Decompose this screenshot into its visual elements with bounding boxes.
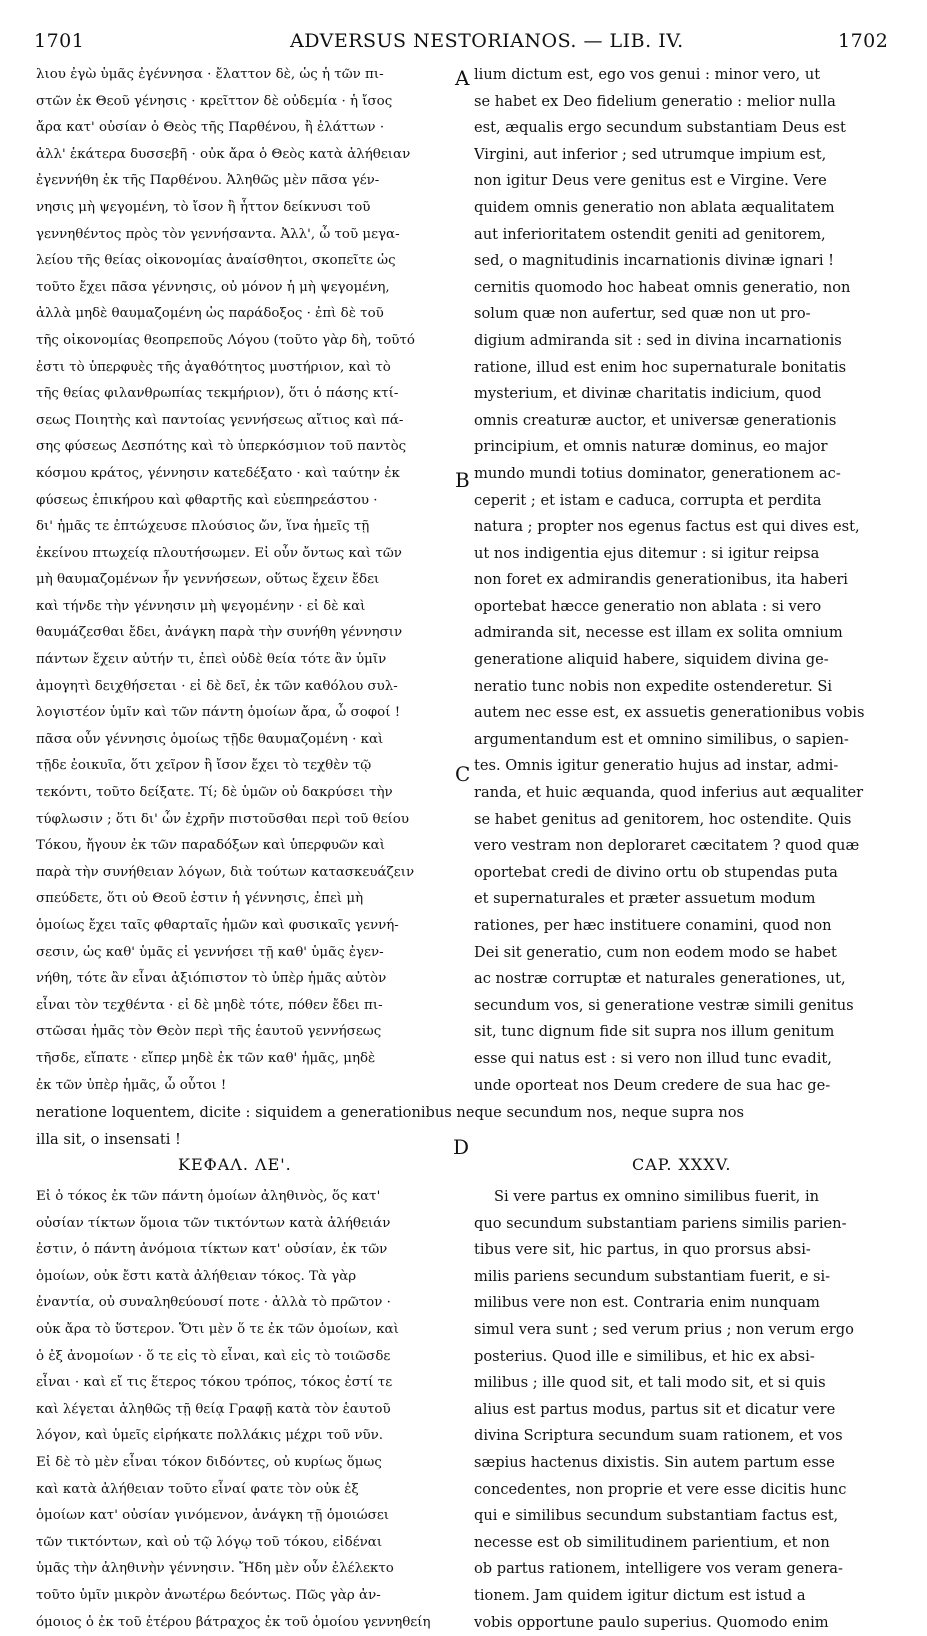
- latin-line: alius est partus modus, partus sit et dicatur vere: [474, 1397, 892, 1424]
- latin-line: posterius. Quod ille e similibus, et hic ex absi-: [474, 1344, 892, 1371]
- latin-line: oportebat credi de divino ortu ob stupendas puta: [474, 860, 892, 887]
- latin-line: divina Scriptura secundum suam rationem, et vos: [474, 1423, 892, 1450]
- latin-line: mysterium, et divinæ charitatis indicium, quod: [474, 381, 892, 408]
- greek-line: λογιστέον ὑμῖν καὶ τῶν πάντη ὁμοίων ἄρα, ὦ σοφοί !: [36, 700, 456, 727]
- latin-line: qui e similibus secundum substantiam factus est,: [474, 1503, 892, 1530]
- latin-line: quidem omnis generatio non ablata æqualitatem: [474, 195, 892, 222]
- greek-line: καὶ κατὰ ἀλήθειαν τοῦτο εἶναί φατε τὸν οὐκ ἐξ: [36, 1477, 456, 1504]
- greek-line: ὑμᾶς τὴν ἀληθινὴν γέννησιν. Ἤδη μὲν οὖν ἐλέλεκτο: [36, 1556, 456, 1583]
- latin-line: randa, et huic æquanda, quod inferius aut æqualiter: [474, 780, 892, 807]
- latin-line: se habet genitus ad genitorem, hoc ostendite. Quis: [474, 807, 892, 834]
- latin-line: tes. Omnis igitur generatio hujus ad instar, admi-: [474, 753, 892, 780]
- greek-line: όμοιος ὁ ἐκ τοῦ ἑτέρου βάτραχος ἐκ τοῦ ὁμοίου γεννηθείη: [36, 1610, 456, 1636]
- greek-line: ὁμοίων κατ' οὐσίαν γινόμενον, ἀνάγκη τῇ ὁμοιώσει: [36, 1503, 456, 1530]
- greek-line: Εἰ ὁ τόκος ἐκ τῶν πάντη ὁμοίων ἀληθινὸς, ὅς κατ': [36, 1184, 456, 1211]
- greek-line: τοῦτο ἔχει πᾶσα γέννησις, οὐ μόνον ἡ μὴ ψεγομένη,: [36, 275, 456, 302]
- latin-line: Virgini, aut inferior ; sed utrumque impium est,: [474, 142, 892, 169]
- latin-line: lium dictum est, ego vos genui : minor vero, ut: [474, 62, 892, 89]
- greek-line: Εἰ δὲ τὸ μὲν εἶναι τόκον διδόντες, οὐ κυρίως ὅμως: [36, 1450, 456, 1477]
- latin-line: ob partus rationem, intelligere vos veram genera-: [474, 1556, 892, 1583]
- greek-line: ἐκ τῶν ὑπὲρ ἡμᾶς, ὦ οὗτοι !: [36, 1073, 456, 1100]
- latin-line: milibus vere non est. Contraria enim nunquam: [474, 1290, 892, 1317]
- greek-line: φύσεως ἐπικήρου καὶ φθαρτῆς καὶ εὐεπηρεάστου ·: [36, 488, 456, 515]
- greek-line: παρὰ τὴν συνήθειαν λόγων, διὰ τούτων κατασκευάζειν: [36, 860, 456, 887]
- greek-line: ἀμογητὶ δειχθήσεται · εἰ δὲ δεῖ, ἐκ τῶν καθόλου συλ-: [36, 674, 456, 701]
- greek-line: τῇδε ἐοικυῖα, ὅτι χεῖρον ἢ ἴσον ἔχει τὸ τεχθὲν τῷ: [36, 753, 456, 780]
- latin-line: sit, tunc dignum fide sit supra nos illum genitum: [474, 1019, 892, 1046]
- greek-line: σεσιν, ὡς καθ' ὑμᾶς εἰ γεννήσει τῇ καθ' ὑμᾶς ἐγεν-: [36, 940, 456, 967]
- greek-line: νησις μὴ ψεγομένη, τὸ ἴσον ἢ ἧττον δείκνυσι τοῦ: [36, 195, 456, 222]
- page-number-right: 1702: [838, 30, 888, 52]
- greek-line: τοῦτο ὑμῖν μικρὸν ἀνωτέρω δεόντως. Πῶς γὰρ ἀν-: [36, 1583, 456, 1610]
- latin-line: natura ; propter nos egenus factus est qui dives est,: [474, 514, 892, 541]
- greek-line: ἐκείνου πτωχείᾳ πλουτήσωμεν. Εἰ οὖν ὄντως καὶ τῶν: [36, 541, 456, 568]
- latin-line: admiranda sit, necesse est illam ex solita omnium: [474, 620, 892, 647]
- latin-line: unde oporteat nos Deum credere de sua hac ge-: [474, 1073, 892, 1100]
- greek-line: καὶ τήνδε τὴν γέννησιν μὴ ψεγομένην · εἰ δὲ καὶ: [36, 594, 456, 621]
- latin-line: et supernaturales et præter assuetum modum: [474, 886, 892, 913]
- greek-chapter-heading: ΚΕΦΑΛ. ΛΕ'.: [178, 1155, 292, 1174]
- greek-line: λιου ἐγὼ ὑμᾶς ἐγέννησα · ἔλαττον δὲ, ὡς ἡ τῶν πι-: [36, 62, 456, 89]
- greek-line: ἐγεννήθη ἐκ τῆς Παρθένου. Ἀληθῶς μὲν πᾶσα γέν-: [36, 168, 456, 195]
- latin-line: Dei sit generatio, cum non eodem modo se habet: [474, 940, 892, 967]
- greek-line: ἐναντία, οὐ συναληθεύουσί ποτε · ἀλλὰ τὸ πρῶτον ·: [36, 1290, 456, 1317]
- greek-line: Τόκου, ἤγουν ἐκ τῶν παραδόξων καὶ ὑπερφυῶν καὶ: [36, 833, 456, 860]
- latin-line: solum quæ non aufertur, sed quæ non ut pro-: [474, 301, 892, 328]
- latin-line: tionem. Jam quidem igitur dictum est istud a: [474, 1583, 892, 1610]
- latin-line: ac nostræ corruptæ et naturales generationes, ut,: [474, 966, 892, 993]
- latin-line: cernitis quomodo hoc habeat omnis generatio, non: [474, 275, 892, 302]
- greek-line: ἄρα κατ' οὐσίαν ὁ Θεὸς τῆς Παρθένου, ἢ ἐλάττων ·: [36, 115, 456, 142]
- greek-line: τῆς οἰκονομίας θεοπρεποῦς Λόγου (τοῦτο γὰρ δὴ, τοῦτό: [36, 328, 456, 355]
- margin-letter-a: A: [455, 66, 469, 90]
- greek-line: ἐστι τὸ ὑπερφυὲς τῆς ἀγαθότητος μυστήριον, καὶ τὸ: [36, 355, 456, 382]
- greek-line: εἶναι · καὶ εἴ τις ἕτερος τόκου τρόπος, τόκος ἐστί τε: [36, 1370, 456, 1397]
- latin-line: non foret ex admirandis generationibus, ita haberi: [474, 567, 892, 594]
- greek-line: στῶν ἐκ Θεοῦ γένησις · κρεῖττον δὲ οὐδεμία · ἡ ἴσος: [36, 89, 456, 116]
- greek-line: νήθη, τότε ἂν εἶναι ἀξιόπιστον τὸ ὑπὲρ ἡμᾶς αὐτὸν: [36, 966, 456, 993]
- latin-column-top: [474, 62, 892, 1099]
- greek-line: ὁ ἐξ ἀνομοίων · ὅ τε εἰς τὸ εἶναι, καὶ εἰς τὸ τοιῶσδε: [36, 1344, 456, 1371]
- greek-line: στῶσαι ἡμᾶς τὸν Θεὸν περὶ τῆς ἑαυτοῦ γεννήσεως: [36, 1019, 456, 1046]
- greek-line: ἐστιν, ὁ πάντη ἀνόμοια τίκτων κατ' οὐσίαν, ἐκ τῶν: [36, 1237, 456, 1264]
- greek-line: οὐσίαν τίκτων ὅμοια τῶν τικτόντων κατὰ ἀλήθειάν: [36, 1211, 456, 1238]
- greek-line: οὐκ ἄρα τὸ ὕστερον. Ὅτι μὲν ὅ τε ἐκ τῶν ὁμοίων, καὶ: [36, 1317, 456, 1344]
- full-line: neratione loquentem, dicite : siquidem a generationibus neque secundum nos, neque supra nos: [36, 1100, 896, 1127]
- latin-line: tibus vere sit, hic partus, in quo prorsus absi-: [474, 1237, 892, 1264]
- latin-chapter-heading: CAP. XXXV.: [632, 1155, 732, 1174]
- greek-column-bottom: [36, 1184, 456, 1636]
- greek-line: καὶ λέγεται ἀληθῶς τῇ θείᾳ Γραφῇ κατὰ τὸν ἑαυτοῦ: [36, 1397, 456, 1424]
- margin-letter-d: D: [453, 1135, 469, 1159]
- greek-line: δι' ἡμᾶς τε ἐπτώχευσε πλούσιος ὤν, ἵνα ἡμεῖς τῇ: [36, 514, 456, 541]
- latin-line: mundo mundi totius dominator, generationem ac-: [474, 461, 892, 488]
- greek-line: ὁμοίων, οὐκ ἔστι κατὰ ἀλήθειαν τόκος. Τὰ γὰρ: [36, 1264, 456, 1291]
- latin-line: omnis creaturæ auctor, et universæ generationis: [474, 408, 892, 435]
- latin-line: secundum vos, si generatione vestræ simili genitus: [474, 993, 892, 1020]
- latin-line: est, æqualis ergo secundum substantiam Deus est: [474, 115, 892, 142]
- running-title: ADVERSUS NESTORIANOS. — LIB. IV.: [290, 30, 684, 52]
- greek-line: θαυμάζεσθαι ἔδει, ἀνάγκη παρὰ τὴν συνήθη γέννησιν: [36, 620, 456, 647]
- latin-line: concedentes, non proprie et vere esse dicitis hunc: [474, 1477, 892, 1504]
- greek-line: τῶν τικτόντων, καὶ οὐ τῷ λόγῳ τοῦ τόκου, εἰδέναι: [36, 1530, 456, 1557]
- greek-line: λόγον, καὶ ὑμεῖς εἰρήκατε πολλάκις μέχρι τοῦ νῦν.: [36, 1423, 456, 1450]
- greek-line: τῆσδε, εἴπατε · εἴπερ μηδὲ ἐκ τῶν καθ' ἡμᾶς, μηδὲ: [36, 1046, 456, 1073]
- greek-line: τῆς θείας φιλανθρωπίας τεκμήριον), ὅτι ὁ πάσης κτί-: [36, 381, 456, 408]
- greek-line: λείου τῆς θείας οἰκονομίας ἀναίσθητοι, σκοπεῖτε ὡς: [36, 248, 456, 275]
- latin-line: milis pariens secundum substantiam fuerit, e si-: [474, 1264, 892, 1291]
- greek-line: πᾶσα οὖν γέννησις ὁμοίως τῇδε θαυμαζομένη · καὶ: [36, 727, 456, 754]
- latin-line: sed, o magnitudinis incarnationis divinæ ignari !: [474, 248, 892, 275]
- greek-line: πάντων ἔχειν αὐτήν τι, ἐπεὶ οὐδὲ θεία τότε ἂν ὑμῖν: [36, 647, 456, 674]
- greek-line: τύφλωσιν ; ὅτι δι' ὧν ἐχρῆν πιστοῦσθαι περὶ τοῦ θείου: [36, 807, 456, 834]
- latin-line: necesse est ob similitudinem parientium, et non: [474, 1530, 892, 1557]
- latin-line: non igitur Deus vere genitus est e Virgine. Vere: [474, 168, 892, 195]
- page-header: [0, 30, 927, 60]
- latin-line: aut inferioritatem ostendit geniti ad genitorem,: [474, 222, 892, 249]
- latin-line: vobis opportune paulo superius. Quomodo enim: [474, 1610, 892, 1636]
- greek-line: μὴ θαυμαζομένων ἦν γεννήσεων, οὕτως ἔχειν ἔδει: [36, 567, 456, 594]
- latin-line: autem nec esse est, ex assuetis generationibus vobis: [474, 700, 892, 727]
- latin-line: se habet ex Deo fidelium generatio : melior nulla: [474, 89, 892, 116]
- greek-line: γεννηθέντος πρὸς τὸν γεννήσαντα. Ἀλλ', ὦ τοῦ μεγα-: [36, 222, 456, 249]
- greek-line: κόσμου κράτος, γέννησιν κατεδέξατο · καὶ ταύτην ἐκ: [36, 461, 456, 488]
- latin-line: principium, et omnis naturæ dominus, eo major: [474, 434, 892, 461]
- full-line: illa sit, o insensati !: [36, 1127, 896, 1154]
- greek-line: τεκόντι, τοῦτο δείξατε. Τί; δὲ ὑμῶν οὐ δακρύσει τὴν: [36, 780, 456, 807]
- latin-column-bottom: [474, 1184, 892, 1636]
- full-width-continuation: [36, 1100, 896, 1153]
- greek-line: σπεύδετε, ὅτι οὐ Θεοῦ ἐστιν ἡ γέννησις, ἐπεὶ μὴ: [36, 886, 456, 913]
- latin-line: ut nos indigentia ejus ditemur : si igitur reipsa: [474, 541, 892, 568]
- page-number-left: 1701: [34, 30, 84, 52]
- latin-line: ceperit ; et istam e caduca, corrupta et perdita: [474, 488, 892, 515]
- latin-line: sæpius hactenus dixistis. Sin autem partum esse: [474, 1450, 892, 1477]
- latin-line: ratione, illud est enim hoc supernaturale bonitatis: [474, 355, 892, 382]
- greek-line: εἶναι τὸν τεχθέντα · εἰ δὲ μηδὲ τότε, πόθεν ἔδει πι-: [36, 993, 456, 1020]
- greek-line: σης φύσεως Δεσπότης καὶ τὸ ὑπερκόσμιον τοῦ παντὸς: [36, 434, 456, 461]
- latin-line: simul vera sunt ; sed verum prius ; non verum ergo: [474, 1317, 892, 1344]
- latin-line: digium admiranda sit : sed in divina incarnationis: [474, 328, 892, 355]
- margin-letter-b: B: [455, 468, 470, 492]
- latin-line: generatione aliquid habere, siquidem divina ge-: [474, 647, 892, 674]
- latin-line: oportebat hæcce generatio non ablata : si vero: [474, 594, 892, 621]
- latin-line: neratio tunc nobis non expedite ostenderetur. Si: [474, 674, 892, 701]
- latin-line: rationes, per hæc instituere conamini, quod non: [474, 913, 892, 940]
- greek-column-top: [36, 62, 456, 1099]
- margin-letter-c: C: [455, 762, 470, 786]
- latin-line: vero vestram non deploraret cæcitatem ? quod quæ: [474, 833, 892, 860]
- latin-line: argumentandum est et omnino similibus, o sapien-: [474, 727, 892, 754]
- greek-line: ἀλλὰ μηδὲ θαυμαζομένη ὡς παράδοξος · ἐπὶ δὲ τοῦ: [36, 301, 456, 328]
- greek-line: σεως Ποιητὴς καὶ παντοίας γεννήσεως αἴτιος καὶ πά-: [36, 408, 456, 435]
- greek-line: ὁμοίως ἔχει ταῖς φθαρταῖς ἡμῶν καὶ φυσικαῖς γεννή-: [36, 913, 456, 940]
- latin-line: esse qui natus est : si vero non illud tunc evadit,: [474, 1046, 892, 1073]
- latin-line: quo secundum substantiam pariens similis parien-: [474, 1211, 892, 1238]
- latin-line: milibus ; ille quod sit, et tali modo sit, et si quis: [474, 1370, 892, 1397]
- latin-line: Si vere partus ex omnino similibus fuerit, in: [474, 1184, 892, 1211]
- greek-line: ἀλλ' ἑκάτερα δυσσεβῆ · οὐκ ἄρα ὁ Θεὸς κατὰ ἀλήθειαν: [36, 142, 456, 169]
